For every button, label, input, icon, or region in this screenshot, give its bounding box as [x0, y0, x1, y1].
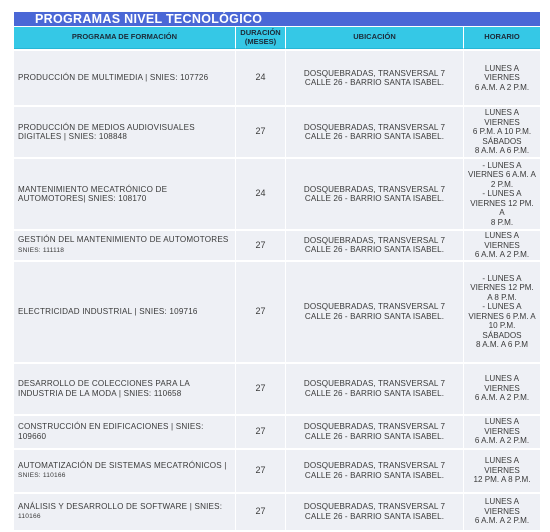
program-name-line: PRODUCCIÓN DE MEDIOS AUDIOVISUALES [18, 122, 195, 132]
header-duracion-line1: DURACIÓN [240, 28, 281, 37]
schedule-line: 8 A.M. A 6 P.M [475, 340, 529, 349]
location-line: CALLE 26 - BARRIO SANTA ISABEL. [304, 311, 445, 321]
program-location [286, 51, 464, 105]
schedule-line: VIERNES 12 PM. [470, 283, 534, 292]
header-ubicacion: UBICACIÓN [286, 27, 464, 49]
schedule-line: 6 A.M. A 2 P.M. [474, 82, 530, 92]
schedule-line: LUNES A VIERNES [484, 497, 520, 516]
program-schedule [464, 107, 540, 157]
schedule-line: VIERNES 6 A.M. A [468, 170, 536, 180]
location-line: DOSQUEBRADAS, TRANSVERSAL 7 [303, 68, 446, 78]
schedule-line: - LUNES A [482, 302, 522, 311]
location-line: CALLE 26 - BARRIO SANTA ISABEL. [304, 511, 445, 521]
location-line: DOSQUEBRADAS, TRANSVERSAL 7 [303, 184, 446, 194]
schedule-line: 6 A.M. A 2 P.M. [474, 393, 530, 403]
schedule-line: A 8 P.M. [487, 292, 517, 302]
program-name [14, 416, 236, 448]
program-duration [236, 51, 286, 105]
program-name-line: PRODUCCIÓN DE MULTIMEDIA | SNIES: 107726 [18, 73, 209, 83]
location-line: DOSQUEBRADAS, TRANSVERSAL 7 [303, 461, 446, 470]
location-line: CALLE 26 - BARRIO SANTA ISABEL. [304, 388, 445, 398]
program-location [286, 262, 464, 362]
duration-value: 27 [255, 464, 266, 475]
section-title: PROGRAMAS NIVEL TECNOLÓGICO [14, 12, 540, 26]
schedule-line: LUNES A VIERNES [484, 108, 520, 127]
program-location [286, 107, 464, 157]
program-name [14, 450, 236, 492]
program-name-line: 110166 [18, 513, 41, 520]
header-horario: HORARIO [464, 27, 540, 49]
header-row [14, 27, 540, 49]
program-name-line: DESARROLLO DE COLECCIONES PARA LA [18, 379, 190, 388]
table-row [14, 364, 540, 414]
program-schedule [464, 51, 540, 105]
program-location [286, 364, 464, 414]
location-line: DOSQUEBRADAS, TRANSVERSAL 7 [303, 502, 446, 511]
schedule-line: 10 P.M. [488, 321, 516, 330]
duration-value: 24 [255, 188, 266, 199]
program-duration [236, 364, 286, 414]
program-duration [236, 262, 286, 362]
program-name [14, 107, 236, 157]
program-location [286, 231, 464, 260]
location-line: DOSQUEBRADAS, TRANSVERSAL 7 [303, 422, 446, 431]
table-row [14, 262, 540, 362]
schedule-line: 8 P.M. [490, 217, 514, 227]
program-name [14, 231, 236, 260]
duration-value: 27 [255, 425, 266, 436]
duration-value: 27 [255, 239, 266, 250]
table-row [14, 107, 540, 157]
program-name-line: SNIES: 110166 [18, 472, 66, 479]
schedule-line: SÁBADOS [482, 330, 522, 340]
program-location [286, 416, 464, 448]
table-body [14, 51, 540, 530]
table-row [14, 51, 540, 105]
schedule-line: 6 A.M. A 2 P.M. [474, 250, 530, 259]
program-schedule [464, 159, 540, 229]
header-duracion [236, 27, 286, 49]
program-duration [236, 450, 286, 492]
schedule-line: LUNES A VIERNES [484, 231, 520, 250]
programs-table [14, 25, 540, 532]
schedule-line: LUNES A VIERNES [484, 417, 520, 436]
schedule-line: VIERNES 6 P.M. A [468, 311, 536, 321]
location-line: CALLE 26 - BARRIO SANTA ISABEL. [304, 132, 445, 141]
schedule-line: 12 PM. A 8 P.M. [473, 475, 531, 485]
program-name [14, 364, 236, 414]
duration-value: 27 [255, 505, 266, 516]
table-row [14, 416, 540, 448]
program-name-line: SNIES: 111118 [18, 246, 65, 254]
location-line: CALLE 26 - BARRIO SANTA ISABEL. [304, 470, 445, 480]
schedule-line: 6 P.M. A 10 P.M. [472, 127, 532, 137]
program-name-line: AUTOMOTORES| SNIES: 108170 [18, 194, 147, 203]
duration-value: 27 [255, 126, 266, 137]
program-name-line: INDUSTRIA DE LA MODA | SNIES: 110658 [18, 388, 182, 398]
schedule-line: 6 A.M. A 2 P.M. [474, 436, 530, 446]
schedule-line: 6 A.M. A 2 P.M. [474, 516, 530, 526]
schedule-line: SÁBADOS [482, 136, 522, 146]
location-line: DOSQUEBRADAS, TRANSVERSAL 7 [303, 302, 446, 311]
program-schedule [464, 416, 540, 448]
table-row [14, 450, 540, 492]
program-name-line: GESTIÓN DEL MANTENIMIENTO DE AUTOMOTORES [18, 235, 229, 245]
location-line: CALLE 26 - BARRIO SANTA ISABEL. [304, 245, 445, 255]
table-header [14, 27, 540, 49]
header-programa: PROGRAMA DE FORMACIÓN [14, 27, 236, 49]
program-duration [236, 159, 286, 229]
program-name-line: AUTOMATIZACIÓN DE SISTEMAS MECATRÓNICOS | [18, 460, 227, 470]
program-duration [236, 107, 286, 157]
schedule-line: 2 P.M. [490, 179, 514, 189]
program-name-line: CONSTRUCCIÓN EN EDIFICACIONES | SNIES: 109660 [18, 422, 204, 441]
program-duration [236, 416, 286, 448]
program-name-line: ELECTRICIDAD INDUSTRIAL | SNIES: 109716 [18, 306, 198, 316]
schedule-line: LUNES A VIERNES [484, 456, 520, 475]
schedule-line: - LUNES A [482, 160, 522, 170]
location-line: DOSQUEBRADAS, TRANSVERSAL 7 [303, 235, 446, 245]
program-name [14, 159, 236, 229]
schedule-line: 8 A.M. A 6 P.M. [474, 146, 530, 156]
program-location [286, 450, 464, 492]
programs-section [14, 12, 540, 532]
location-line: DOSQUEBRADAS, TRANSVERSAL 7 [303, 122, 446, 132]
program-name-line: DIGITALES | SNIES: 108848 [18, 132, 128, 141]
schedule-line: - LUNES A [482, 273, 522, 283]
program-duration [236, 231, 286, 260]
duration-value: 24 [255, 72, 266, 83]
location-line: CALLE 26 - BARRIO SANTA ISABEL. [304, 194, 445, 203]
location-line: CALLE 26 - BARRIO SANTA ISABEL. [304, 431, 445, 441]
program-schedule [464, 450, 540, 492]
schedule-line: VIERNES 12 PM. A [470, 198, 534, 218]
program-name-line: ANÁLISIS Y DESARROLLO DE SOFTWARE | SNIES: [18, 501, 223, 511]
program-schedule [464, 364, 540, 414]
location-line: CALLE 26 - BARRIO SANTA ISABEL. [304, 78, 445, 87]
program-name-line: MANTENIMIENTO MECATRÓNICO DE [18, 184, 168, 194]
header-duracion-line2: (MESES) [244, 36, 277, 46]
duration-value: 27 [255, 382, 266, 393]
program-schedule [464, 262, 540, 362]
schedule-line: LUNES A VIERNES [484, 63, 520, 83]
schedule-line: - LUNES A [482, 189, 522, 199]
program-name [14, 51, 236, 105]
schedule-line: LUNES A VIERNES [484, 374, 520, 393]
program-location [286, 159, 464, 229]
program-schedule [464, 231, 540, 260]
program-name [14, 262, 236, 362]
table-row [14, 159, 540, 229]
location-line: DOSQUEBRADAS, TRANSVERSAL 7 [303, 379, 446, 388]
table-row [14, 231, 540, 260]
duration-value: 27 [255, 305, 266, 316]
